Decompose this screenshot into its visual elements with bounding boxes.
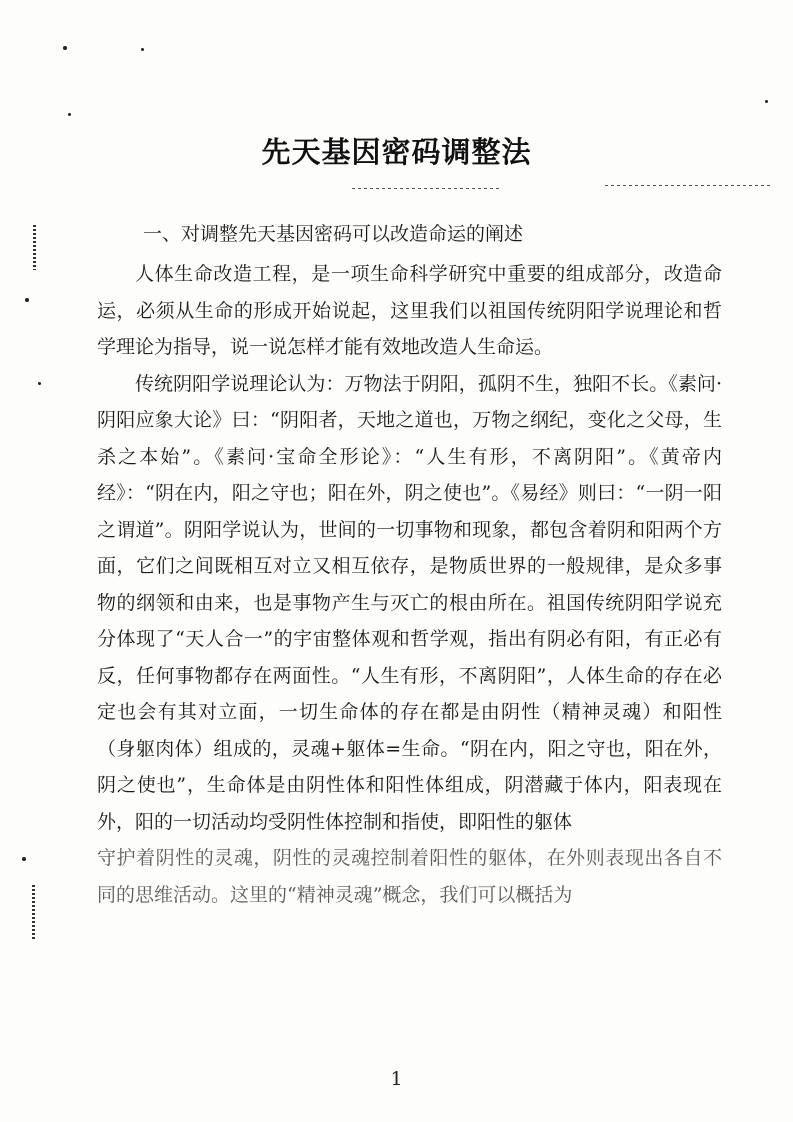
paragraph-1: 人体生命改造工程，是一项生命科学研究中重要的组成部分，改造命运，必须从生命的形成开始说起，这里我们以祖国传统阴阳学说理论和哲学理论为指导，说一说怎样才能有效地改造人生命运。 [97,263,722,358]
scan-line [352,188,502,189]
section-heading: 一、对调整先天基因密码可以改造命运的阐述 [143,223,524,245]
page-number: 1 [390,1068,403,1090]
scan-speck [765,100,768,103]
paragraph-2: 传统阴阳学说理论认为：万物法于阴阳，孤阴不生，独阳不长。《素问·阴阳应象大论》曰：“阴阳者，天地之道也，万物之纲纪，变化之父母，生杀之本始”。《素问·宝命全形论》：“人生有形，不离阴阳”。《黄帝内经》：“阴在内，阳之守也；阳在外，阴之使也”。《易经》则曰：“一阴一阳之谓道”。阴阳学说认为，世间的一切事物和现象，都包含着阴和阳两个方面，它们之间既相互对立又相互依存，是物质世界的一般规律，是众多事物的纲领和由来，也是事物产生与灭亡的根由所在。祖国传统阴阳学说充分体现了“天人合一”的宇宙整体观和哲学观，指出有阴必有阳，有正必有反，任何事物都存在两面性。“人生有形，不离阴阳”，人体生命的存在必定也会有其对立面，一切生命体的存在都是由阴性（精神灵魂）和阳性（身躯肉体）组成的，灵魂+躯体=生命。“阴在内，阳之守也，阳在外，阴之使也”，生命体是由阴性体和阳性体组成，阴潜藏于体内，阳表现在外，阳的一切活动均受阴性体控制和指使，即阳性的躯体 [97,372,722,833]
scan-edge-mark [33,225,36,270]
scan-speck [25,298,29,302]
scan-speck [63,46,67,50]
scan-speck [68,113,71,116]
scan-line [605,185,773,186]
paragraph-faint-continuation: 守护着阴性的灵魂，阴性的灵魂控制着阳性的躯体，在外则表现出各自不同的思维活动。这里的“精神灵魂”概念，我们可以概括为 [97,847,722,906]
scan-speck [141,48,144,51]
scan-speck [22,857,26,861]
document-body [97,256,722,913]
document-title: 先天基因密码调整法 [261,135,532,169]
scan-edge-mark [32,885,35,940]
scan-speck [38,382,41,385]
